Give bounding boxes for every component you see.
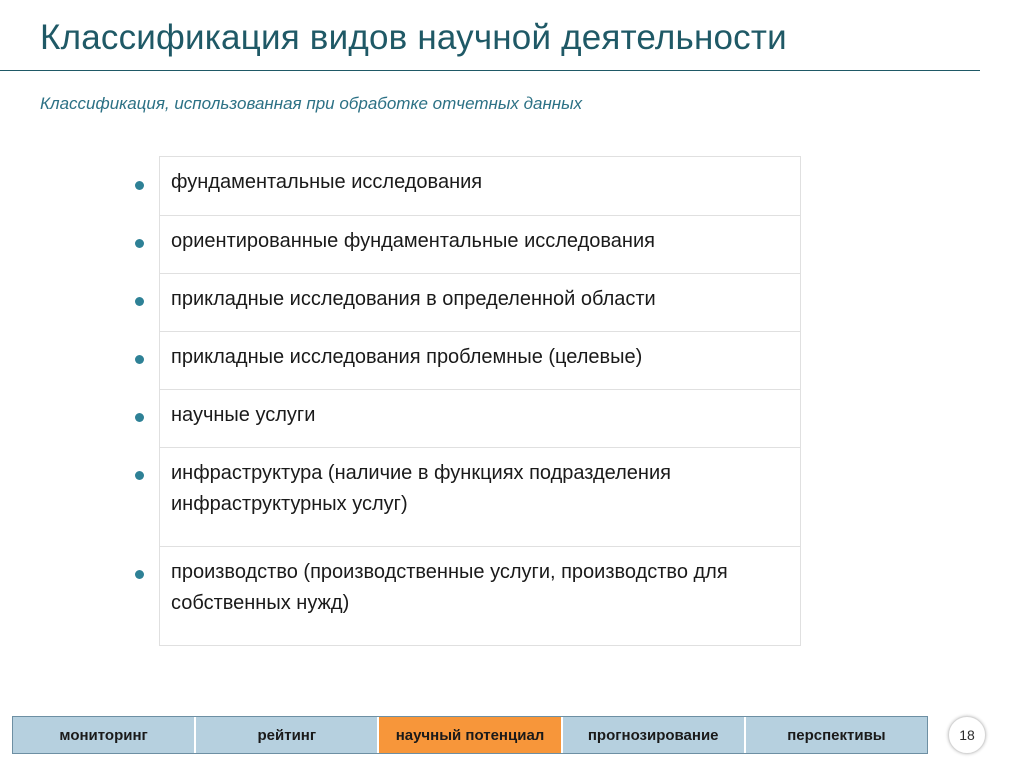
bullet-icon	[135, 239, 144, 248]
nav-tab-monitoring[interactable]: мониторинг	[13, 717, 196, 753]
nav-tab-forecasting[interactable]: прогнозирование	[563, 717, 746, 753]
list-item-text: фундаментальные исследования	[171, 171, 483, 193]
activity-list	[159, 156, 801, 646]
list-item	[160, 157, 800, 215]
list-item-text: инфраструктура (наличие в функциях подразделения инфраструктурных услуг)	[171, 462, 671, 515]
slide-title: Классификация видов научной деятельности	[40, 18, 787, 57]
section-nav	[12, 716, 928, 754]
slide-subtitle: Классификация, использованная при обработке отчетных данных	[40, 94, 583, 113]
bullet-icon	[135, 471, 144, 480]
list-item-text: прикладные исследования проблемные (целевые)	[171, 346, 643, 368]
nav-tab-scientific-potential[interactable]: научный потенциал	[379, 717, 562, 753]
list-item-text: ориентированные фундаментальные исследования	[171, 230, 655, 252]
list-item	[160, 331, 800, 389]
nav-tab-prospects[interactable]: перспективы	[746, 717, 927, 753]
bullet-icon	[135, 297, 144, 306]
title-divider	[0, 70, 980, 71]
page-number-badge: 18	[948, 716, 986, 754]
list-item	[160, 389, 800, 447]
list-item	[160, 273, 800, 331]
bullet-icon	[135, 355, 144, 364]
list-item	[160, 546, 800, 645]
bullet-icon	[135, 570, 144, 579]
list-item-text: научные услуги	[171, 404, 316, 426]
list-item-text: производство (производственные услуги, производство для собственных нужд)	[171, 561, 728, 614]
bullet-icon	[135, 413, 144, 422]
list-item	[160, 447, 800, 546]
list-item-text: прикладные исследования в определенной области	[171, 288, 656, 310]
bullet-icon	[135, 181, 144, 190]
list-item	[160, 215, 800, 273]
nav-tab-rating[interactable]: рейтинг	[196, 717, 379, 753]
